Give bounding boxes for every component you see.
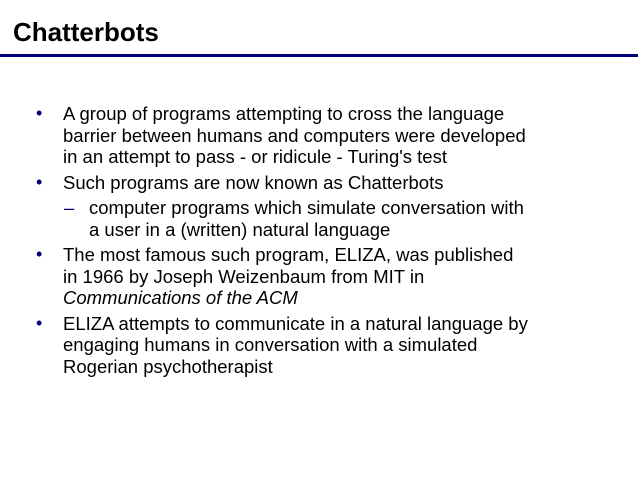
bullet-marker: • <box>36 103 43 123</box>
slide-title: Chatterbots <box>13 17 159 47</box>
bullet-text-line: engaging humans in conversation with a simulated <box>63 334 478 355</box>
bullet-item <box>36 172 626 194</box>
bullet-item <box>36 313 626 378</box>
bullet-item <box>36 103 626 168</box>
bullet-text-line: A group of programs attempting to cross the language <box>63 103 505 124</box>
bullet-list <box>36 103 626 381</box>
bullet-text-line: in 1966 by Joseph Weizenbaum from MIT in <box>63 265 425 287</box>
bullet-text-line: The most famous such program, ELIZA, was published <box>63 244 514 265</box>
sub-bullet-item <box>36 197 626 240</box>
bullet-text-line: barrier between humans and computers were developed <box>63 124 526 146</box>
bullet-marker: • <box>36 244 43 264</box>
bullet-marker: • <box>36 171 43 192</box>
bullet-item <box>36 244 626 309</box>
sub-bullet-text-line: computer programs which simulate conversation with <box>89 197 524 218</box>
bullet-text-line: Rogerian psychotherapist <box>63 355 273 377</box>
journal-title: Communications of the ACM <box>63 287 298 308</box>
bullet-marker: • <box>36 312 43 333</box>
sub-bullet-text-line: a user in a (written) natural language <box>89 218 391 240</box>
title-underline <box>0 54 638 57</box>
bullet-text-line: in an attempt to pass - or ridicule - Turing's test <box>63 146 447 167</box>
bullet-text-line: ELIZA attempts to communicate in a natural language by <box>63 312 528 334</box>
dash-marker: – <box>64 197 75 218</box>
bullet-text-line: Such programs are now known as Chatterbots <box>63 171 444 193</box>
